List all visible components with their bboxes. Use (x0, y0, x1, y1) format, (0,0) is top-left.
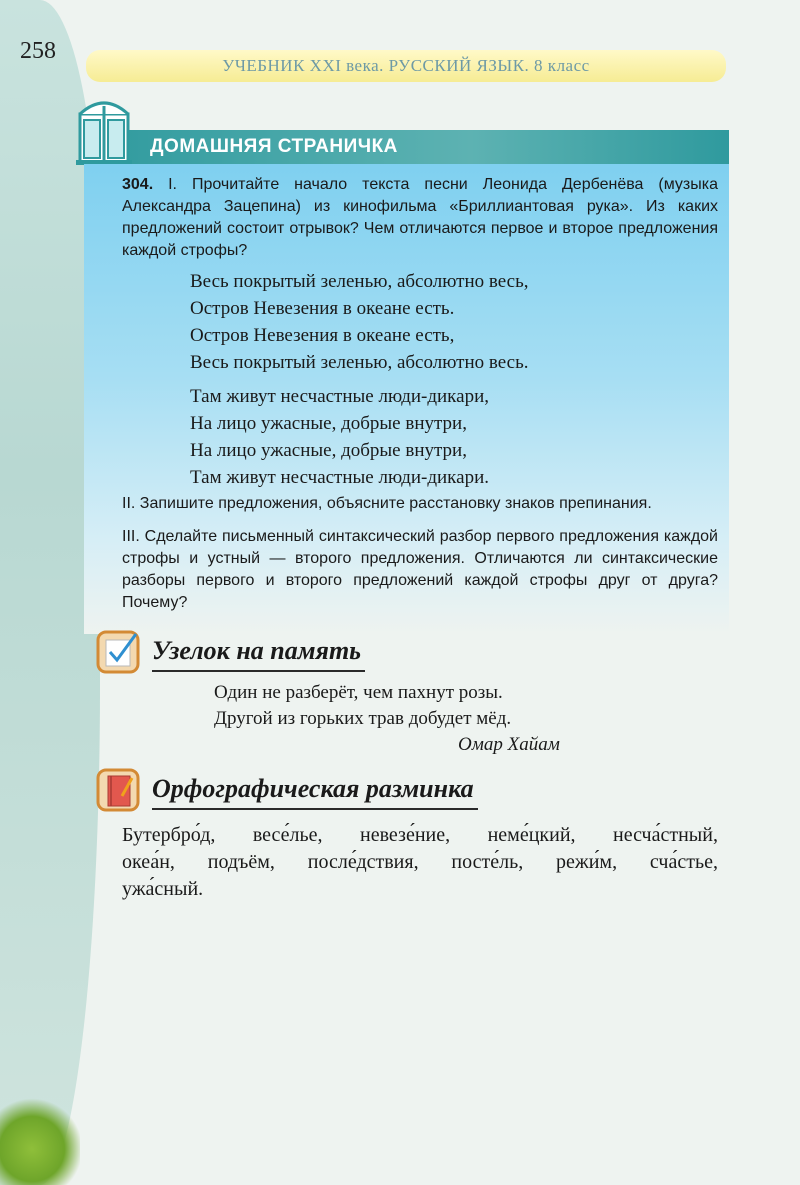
spelling-warmup-title: Орфографическая разминка (152, 774, 474, 803)
notebook-icon (96, 766, 148, 814)
poem-line: Там живут несчастные люди-дикари. (190, 467, 489, 488)
spelling-word: режи́м, (556, 851, 618, 873)
spelling-words (122, 822, 718, 903)
exercise-part3: III. Сделайте письменный синтаксический разбор первого предложения каждой строфы и устный — второго предложения. Отличаются ли синтаксические разборы первого и второго предложений каждой строфы друг от друга? Почему? (122, 528, 718, 611)
spelling-line-3 (122, 876, 718, 903)
spelling-word: сча́стье, (649, 851, 718, 873)
poem-line: Весь покрытый зеленью, абсолютно весь. (190, 352, 529, 373)
section-title-bar (84, 130, 729, 164)
running-header (86, 50, 726, 82)
poem-stanza-1 (190, 268, 529, 376)
spelling-warmup-heading (96, 766, 474, 814)
spelling-word: подъём, (207, 851, 275, 873)
poem-line: На лицо ужасные, добрые внутри, (190, 413, 467, 434)
heading-underline (152, 808, 478, 810)
spelling-word: Бутербро́д, (122, 824, 216, 846)
window-icon (74, 96, 134, 166)
spelling-word: весе́лье, (252, 824, 323, 846)
page-number: 258 (20, 38, 56, 64)
heading-underline (152, 670, 365, 672)
quote-line: Другой из горьких трав добудет мёд. (214, 708, 512, 729)
spelling-word: неме́цкий, (487, 824, 576, 846)
poem-line: Остров Невезения в океане есть, (190, 325, 455, 346)
exercise-part2: II. Запишите предложения, объясните расстановку знаков препинания. (122, 495, 652, 512)
checkmark-note-icon (96, 628, 148, 676)
poem-line: Там живут несчастные люди-дикари, (190, 386, 489, 407)
poem-line: На лицо ужасные, добрые внутри, (190, 440, 467, 461)
running-header-text: УЧЕБНИК XXI века. РУССКИЙ ЯЗЫК. 8 класс (222, 56, 590, 75)
spelling-line-2 (122, 849, 718, 876)
spelling-word: посте́ль, (451, 851, 524, 873)
quote-author: Омар Хайам (458, 734, 560, 755)
spelling-line-1 (122, 822, 718, 849)
section-title: ДОМАШНЯЯ СТРАНИЧКА (150, 136, 398, 157)
poem-stanza-2 (190, 383, 489, 491)
quote-line: Один не разберёт, чем пахнут розы. (214, 682, 503, 703)
memory-quote (214, 680, 511, 732)
memory-note-title: Узелок на память (152, 636, 362, 665)
exercise-part1-text: I. Прочитайте начало текста песни Леонида Дербенёва (музыка Александра Зацепина) из кинофильма «Бриллиантовая рука». Из каких предложений состоит отрывок? Чем отличаются первое и второе предложения каждой строфы? (122, 176, 718, 259)
spelling-word: после́дствия, (307, 851, 419, 873)
spelling-word: океа́н, (122, 851, 175, 873)
bush-decoration (0, 1095, 80, 1185)
exercise-part1 (122, 174, 718, 262)
poem-line: Остров Невезения в океане есть. (190, 298, 455, 319)
spelling-word: ужа́сный. (122, 878, 204, 900)
spelling-word: невезе́ние, (360, 824, 451, 846)
spelling-word: несча́стный, (613, 824, 718, 846)
exercise-number: 304. (122, 176, 154, 193)
memory-note-heading (96, 628, 361, 676)
poem-line: Весь покрытый зеленью, абсолютно весь, (190, 271, 529, 292)
